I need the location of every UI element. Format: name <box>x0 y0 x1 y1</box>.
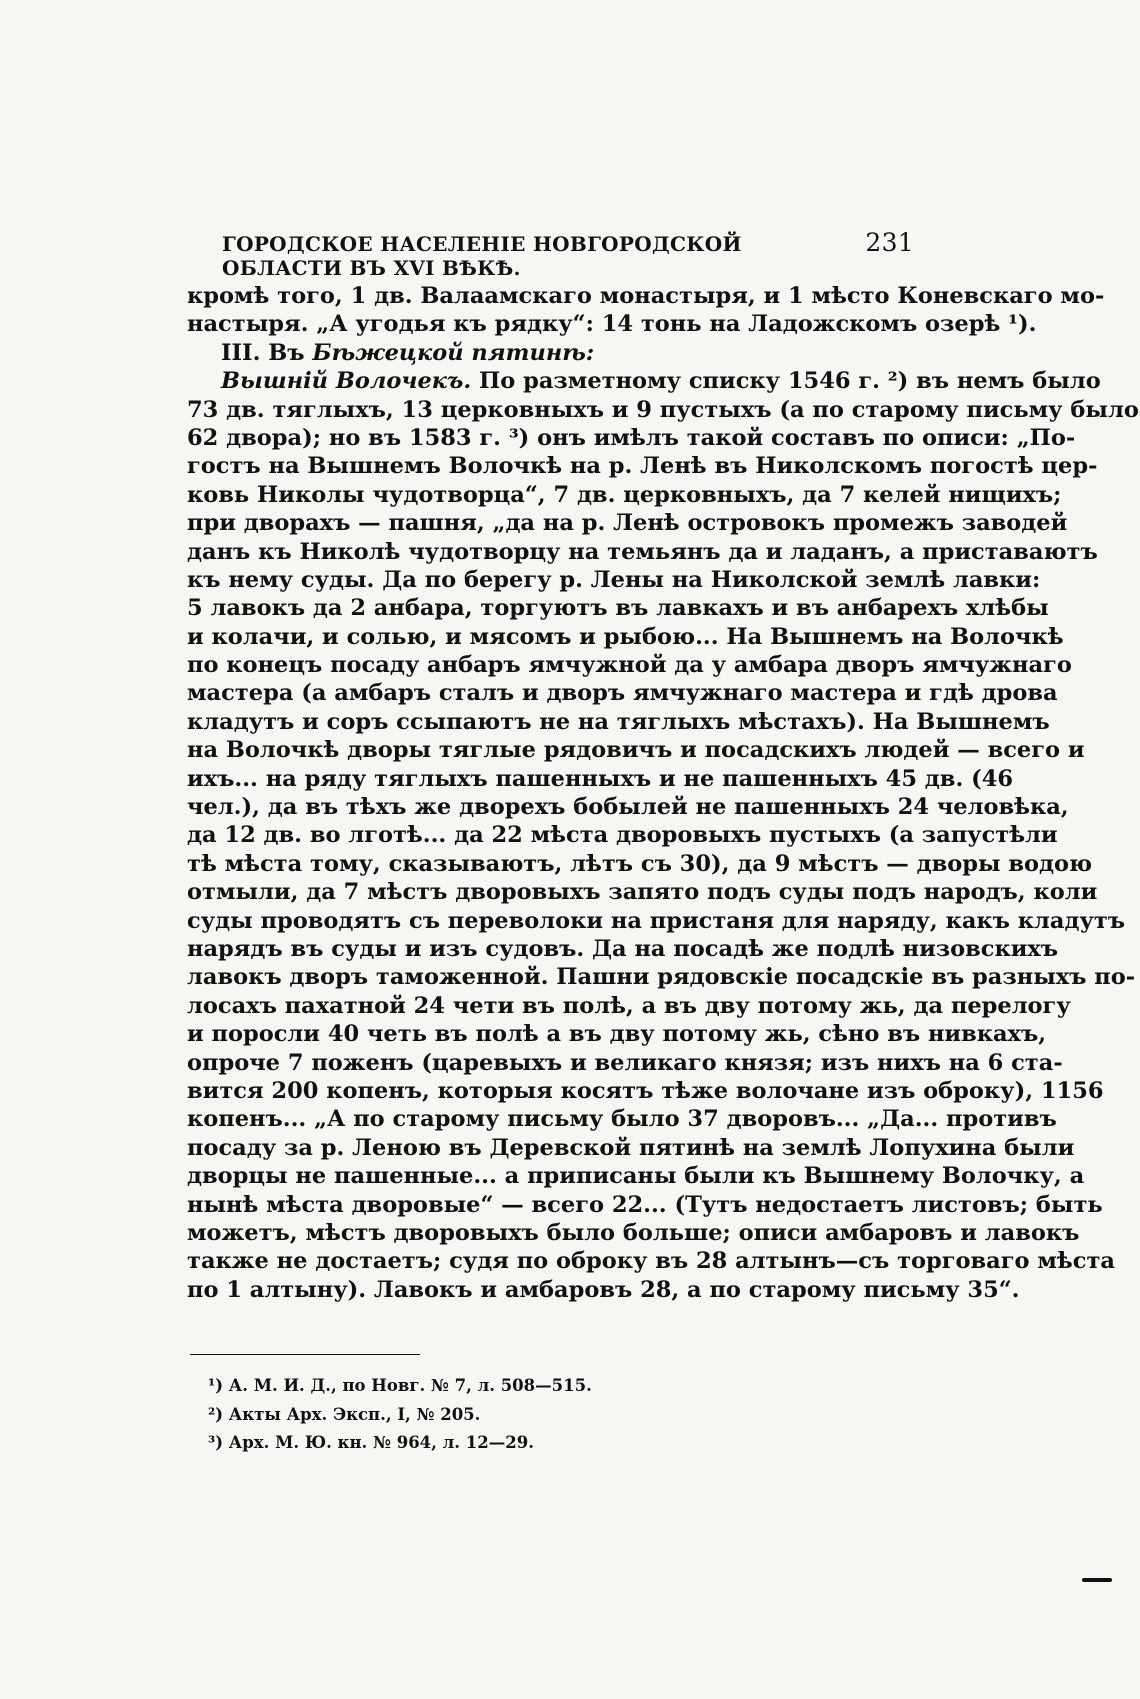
text-line: 5 лавокъ да 2 анбара, торгуютъ въ лавкахъ и въ анбарехъ хлѣбы <box>187 595 1049 622</box>
text-line: и поросли 40 четь въ полѣ а въ дву потому жь, сѣно въ нивкахъ, <box>187 1021 1047 1048</box>
text-line: также не достаетъ; судя по оброку въ 28 алтынъ—съ торговаго мѣста <box>187 1248 1115 1275</box>
page-number: 231 <box>865 228 914 257</box>
text-line: тѣ мѣста тому, сказываютъ, лѣтъ съ 30), да 9 мѣстъ — дворы водою <box>187 850 1093 877</box>
main-text <box>187 282 1139 1304</box>
footnote-2: ²) Акты Арх. Эксп., I, № 205. <box>208 1404 481 1424</box>
text-line: можетъ, мѣстъ дворовыхъ было больше; описи амбаровъ и лавокъ <box>187 1219 1080 1246</box>
footnotes <box>208 1372 592 1458</box>
section-number: III. Въ <box>221 339 313 366</box>
text-line: чел.), да въ тѣхъ же дворехъ бобылей не пашенныхъ 24 человѣка, <box>187 794 1069 821</box>
footnote-rule <box>190 1354 420 1355</box>
text-line: нарядъ въ суды и изъ судовъ. Да на посадѣ же подлѣ низовскихъ <box>187 935 1059 962</box>
place-name: Вышній Волочекъ. <box>221 368 472 395</box>
text-line <box>187 367 1101 395</box>
text-line: опроче 7 поженъ (царевыхъ и великаго князя; изъ нихъ на 6 ста- <box>187 1049 1063 1076</box>
text-line: мастера (а амбаръ сталъ и дворъ ямчужнаго мастера и гдѣ дрова <box>187 680 1058 707</box>
text-line: и колачи, и солью, и мясомъ и рыбою... На Вышнемъ на Волочкѣ <box>187 623 1064 650</box>
text-line: отмыли, да 7 мѣстъ дворовыхъ запято подъ суды подъ народъ, коли <box>187 879 1098 906</box>
running-title: ГОРОДСКОЕ НАСЕЛЕНІЕ НОВГОРОДСКОЙ ОБЛАСТИ ВЪ XVI ВѢКѢ. <box>222 232 742 280</box>
text-fragment: По разметному списку 1546 г. ²) въ немъ было <box>471 368 1101 395</box>
text-line: ковь Николы чудотворца“, 7 дв. церковныхъ, да 7 келей нищихъ; <box>187 481 1062 508</box>
text-line: нынѣ мѣста дворовые“ — всего 22... (Тутъ недостаетъ листовъ; быть <box>187 1191 1103 1218</box>
text-line: вится 200 копенъ, которыя косятъ тѣже волочане изъ оброку), 1156 <box>187 1077 1104 1104</box>
text-line: дворцы не пашенные... а приписаны были къ Вышнему Волочку, а <box>187 1163 1085 1190</box>
text-line: да 12 дв. во лготѣ... да 22 мѣста дворовыхъ пустыхъ (а запустѣли <box>187 822 1058 849</box>
section-title: Бѣжецкой пятинѣ: <box>312 339 595 366</box>
text-line: кромѣ того, 1 дв. Валаамскаго монастыря, и 1 мѣсто Коневскаго мо- <box>187 283 1105 309</box>
text-line: 62 двора); но въ 1583 г. ³) онъ имѣлъ такой составъ по описи: „По- <box>187 424 1076 451</box>
text-line: по конецъ посаду анбаръ ямчужной да у амбара дворъ ямчужнаго <box>187 652 1072 679</box>
margin-dash-mark <box>1082 1578 1112 1582</box>
text-line: копенъ... „А по старому письму было 37 дворовъ... „Да... противъ <box>187 1106 1057 1133</box>
text-line: посаду за р. Леною въ Деревской пятинѣ на землѣ Лопухина были <box>187 1134 1075 1161</box>
text-line: суды проводятъ съ переволоки на пристаня для наряду, какъ кладутъ <box>187 907 1126 934</box>
text-line: ихъ... на ряду тяглыхъ пашенныхъ и не пашенныхъ 45 дв. (46 <box>187 765 1014 792</box>
text-line: данъ къ Николѣ чудотворцу на темьянъ да и ладанъ, а приставаютъ <box>187 538 1098 565</box>
footnote-1: ¹) А. М. И. Д., по Новг. № 7, л. 508—515. <box>208 1376 592 1395</box>
section-heading <box>187 339 914 367</box>
text-line: на Волочкѣ дворы тяглые рядовичъ и посадскихъ людей — всего и <box>187 737 1085 764</box>
text-line: при дворахъ — пашня, „да на р. Ленѣ островокъ промежъ заводей <box>187 510 1068 537</box>
footnote-3: ³) Арх. М. Ю. кн. № 964, л. 12—29. <box>208 1433 534 1452</box>
text-line: 73 дв. тяглыхъ, 13 церковныхъ и 9 пустыхъ (а по старому письму было <box>187 396 1139 423</box>
text-line: по 1 алтыну). Лавокъ и амбаровъ 28, а по старому письму 35“. <box>187 1276 1020 1303</box>
text-line: къ нему суды. Да по берегу р. Лены на Николской землѣ лавки: <box>187 566 1041 593</box>
text-line: настыря. „А угодья къ рядку“: 14 тонь на Ладожскомъ озерѣ ¹). <box>187 311 1037 338</box>
text-line: лосахъ пахатной 24 чети въ полѣ, а въ дву потому жь, да перелогу <box>187 992 1071 1019</box>
text-line: кладутъ и соръ ссыпаютъ не на тяглыхъ мѣстахъ). На Вышнемъ <box>187 708 1050 735</box>
text-line: лавокъ дворъ таможенной. Пашни рядовскіе посадскіе въ разныхъ по- <box>187 964 1136 991</box>
running-header <box>222 228 914 280</box>
text-line: гостъ на Вышнемъ Волочкѣ на р. Ленѣ въ Николскомъ погостѣ цер- <box>187 453 1098 480</box>
